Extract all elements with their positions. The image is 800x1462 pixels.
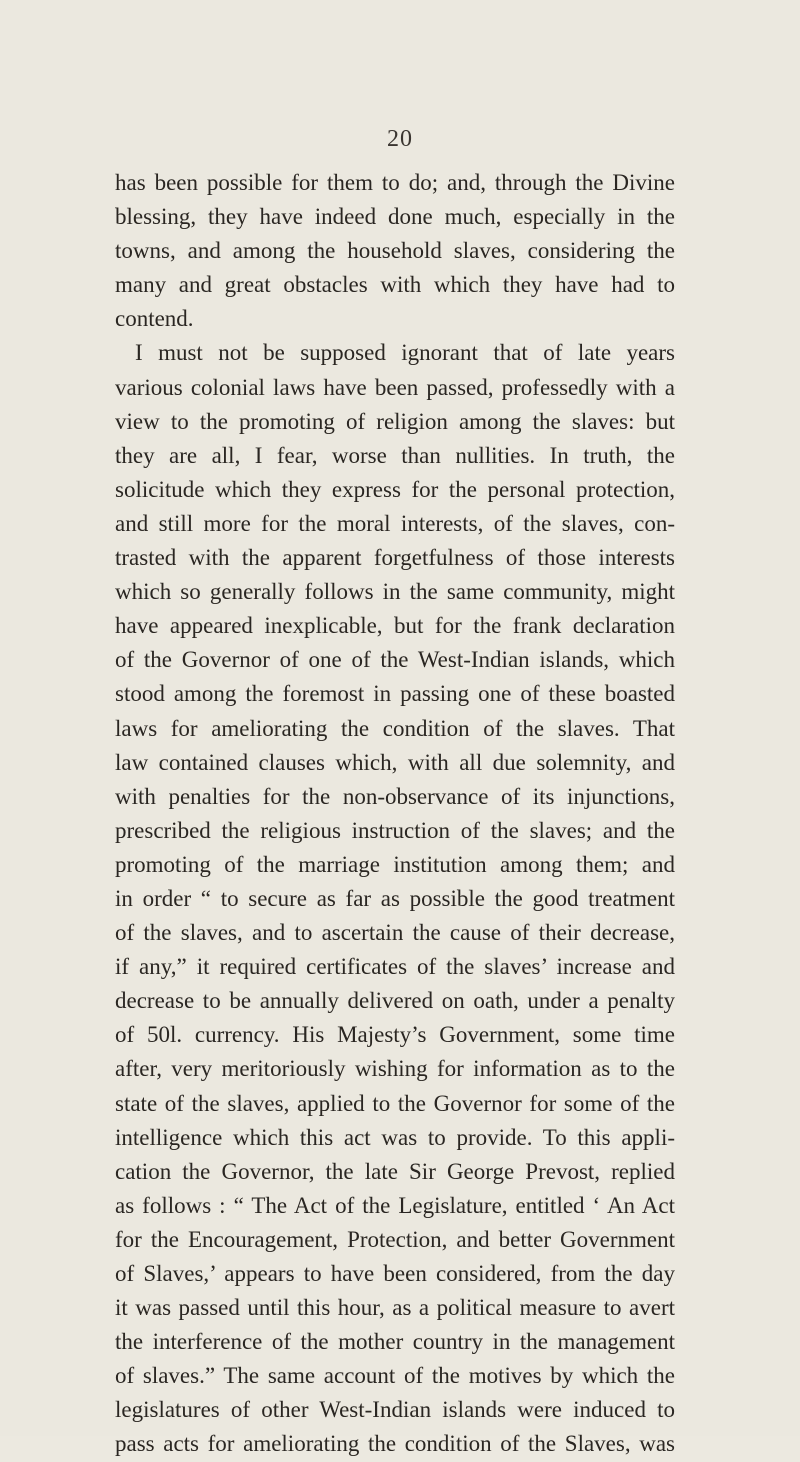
text-line: of the Governor of one of the West-Indian islands, which	[115, 647, 675, 673]
text-line: law contained clauses which, with all due solemnity, and	[115, 749, 675, 775]
text-line: solicitude which they express for the personal protection,	[115, 476, 675, 502]
text-line: state of the slaves, applied to the Governor for some of the	[115, 1090, 675, 1116]
text-line: contend.	[115, 306, 194, 332]
text-line: after, very meritoriously wishing for information as to the	[115, 1056, 675, 1082]
text-line: and still more for the moral interests, of the slaves, con-	[115, 510, 675, 536]
text-line: prescribed the religious instruction of the slaves; and the	[115, 817, 675, 843]
text-line: pass acts for ameliorating the condition of the Slaves, was	[115, 1431, 675, 1457]
text-line: stood among the foremost in passing one of these boasted	[115, 681, 675, 707]
text-line: as follows : “ The Act of the Legislature, entitled ‘ An Act	[115, 1192, 675, 1218]
text-line: promoting of the marriage institution among them; and	[115, 851, 675, 877]
text-line: in order “ to secure as far as possible the good treatment	[115, 885, 675, 911]
text-line: various colonial laws have been passed, professedly with a	[115, 374, 675, 400]
text-line: with penalties for the non-observance of its injunctions,	[115, 783, 675, 809]
text-line: cation the Governor, the late Sir George Prevost, replied	[115, 1158, 675, 1184]
text-line: view to the promoting of religion among the slaves: but	[115, 408, 675, 434]
text-line: of slaves.” The same account of the motives by which the	[115, 1363, 675, 1389]
text-line: they are all, I fear, worse than nullities. In truth, the	[115, 442, 675, 468]
text-line: of 50l. currency. His Majesty’s Government, some time	[115, 1022, 675, 1048]
text-line: intelligence which this act was to provide. To this appli-	[115, 1124, 675, 1150]
text-line: I must not be supposed ignorant that of late years	[135, 340, 675, 366]
text-line: have appeared inexplicable, but for the frank declaration	[115, 613, 675, 639]
text-line: legislatures of other West-Indian islands were induced to	[115, 1397, 675, 1423]
text-line: trasted with the apparent forgetfulness of those interests	[115, 545, 675, 571]
text-line: which so generally follows in the same community, might	[115, 579, 675, 605]
text-line: blessing, they have indeed done much, especially in the	[115, 204, 675, 230]
text-line: the interference of the mother country in the management	[115, 1329, 675, 1355]
text-line: many and great obstacles with which they have had to	[115, 272, 675, 298]
page-number: 20	[387, 126, 413, 152]
text-line: it was passed until this hour, as a political measure to avert	[115, 1295, 675, 1321]
text-line: of Slaves,’ appears to have been considered, from the day	[115, 1261, 675, 1286]
text-line: laws for ameliorating the condition of the slaves. That	[115, 715, 675, 741]
text-line: has been possible for them to do; and, through the Divine	[115, 170, 675, 195]
body-text	[115, 166, 675, 1462]
text-line: of the slaves, and to ascertain the cause of their decrease,	[115, 920, 675, 946]
text-line: if any,” it required certificates of the slaves’ increase and	[115, 954, 675, 980]
text-line: for the Encouragement, Protection, and better Government	[115, 1226, 675, 1252]
text-line: decrease to be annually delivered on oath, under a penalty	[115, 988, 675, 1014]
text-line: towns, and among the household slaves, considering the	[115, 238, 675, 264]
